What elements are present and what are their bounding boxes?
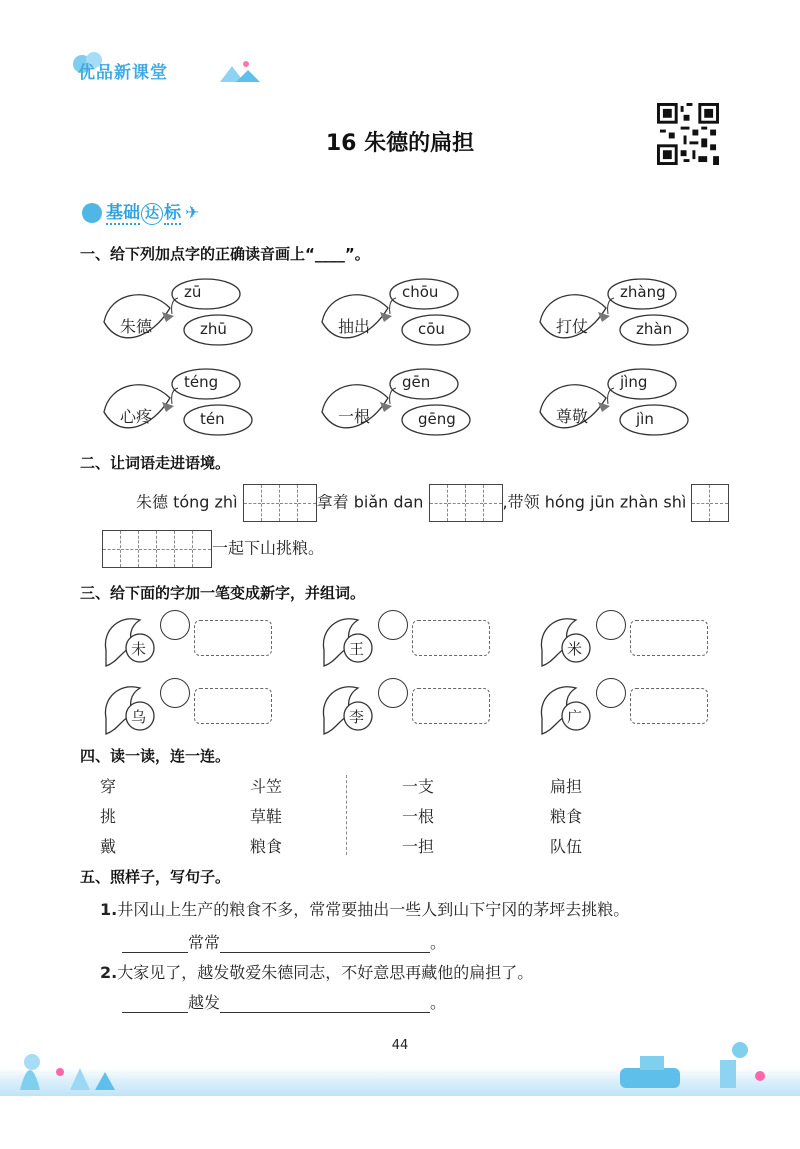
q1-item bbox=[536, 278, 696, 358]
pinyin-option[interactable]: zhū bbox=[200, 320, 227, 338]
word: 朱德 bbox=[120, 317, 153, 336]
match-word[interactable]: 队伍 bbox=[550, 837, 583, 856]
q3-item bbox=[536, 678, 711, 738]
q3-item bbox=[318, 678, 493, 738]
q3-prompt: 三、给下面的字加一笔变成新字，并组词。 bbox=[80, 584, 366, 602]
word: 打仗 bbox=[556, 317, 589, 336]
answer-grid[interactable] bbox=[691, 484, 729, 522]
q2-line1: 朱德 tóng zhì 拿着 biǎn dan ,带领 hóng jūn zhàn shì bbox=[136, 484, 729, 522]
answer-circle[interactable] bbox=[160, 610, 190, 640]
answer-box[interactable] bbox=[412, 620, 490, 656]
footer-scenery-icon bbox=[0, 1020, 800, 1090]
column-divider bbox=[346, 775, 347, 855]
lesson-title: 16 朱德的扁担 bbox=[325, 131, 475, 156]
match-word[interactable]: 斗笠 bbox=[250, 777, 283, 796]
q1-item bbox=[536, 368, 696, 448]
dolphin-icon bbox=[100, 678, 156, 738]
word: 一根 bbox=[338, 407, 371, 426]
match-word[interactable]: 粮食 bbox=[550, 807, 583, 826]
q1-prompt: 一、给下列加点字的正确读音画上“____”。 bbox=[80, 245, 370, 263]
pinyin-option[interactable]: tén bbox=[200, 410, 225, 428]
answer-box[interactable] bbox=[630, 620, 708, 656]
word: 心疼 bbox=[120, 407, 153, 426]
answer-box[interactable] bbox=[630, 688, 708, 724]
match-word[interactable]: 粮食 bbox=[250, 837, 283, 856]
pinyin-option[interactable]: zhàn bbox=[636, 320, 673, 338]
q1-item bbox=[318, 278, 478, 358]
base-char: 未 bbox=[131, 640, 147, 658]
q5-sentence-1: 1.井冈山上生产的粮食不多，常常要抽出一些人到山下宁冈的茅坪去挑粮。 bbox=[100, 900, 630, 919]
pinyin-option[interactable]: gēng bbox=[418, 410, 456, 428]
base-char: 米 bbox=[567, 640, 583, 658]
answer-box[interactable] bbox=[194, 688, 272, 724]
pinyin-option[interactable]: gēn bbox=[402, 373, 431, 391]
match-word[interactable]: 一支 bbox=[402, 777, 435, 796]
word: 抽出 bbox=[338, 317, 371, 336]
q1-item bbox=[318, 368, 478, 448]
q5-answer-1[interactable]: 常常 。 bbox=[122, 930, 446, 953]
match-word[interactable]: 戴 bbox=[100, 837, 117, 856]
dolphin-icon bbox=[100, 610, 156, 670]
answer-circle[interactable] bbox=[596, 678, 626, 708]
answer-circle[interactable] bbox=[378, 610, 408, 640]
q5-prompt: 五、照样子，写句子。 bbox=[80, 868, 231, 886]
match-word[interactable]: 一根 bbox=[402, 807, 435, 826]
q2-prompt: 二、让词语走进语境。 bbox=[80, 454, 231, 472]
dolphin-icon bbox=[536, 678, 592, 738]
q1-item bbox=[100, 278, 260, 358]
answer-grid[interactable] bbox=[429, 484, 503, 522]
pinyin-option[interactable]: téng bbox=[184, 373, 219, 391]
section-badge: 基础 达 标 ✈ bbox=[82, 198, 199, 225]
q3-item bbox=[318, 610, 493, 670]
base-char: 李 bbox=[349, 708, 365, 726]
base-char: 乌 bbox=[131, 708, 147, 726]
answer-grid[interactable] bbox=[102, 530, 212, 568]
page-number: 44 bbox=[391, 1038, 409, 1053]
pinyin-option[interactable]: cōu bbox=[418, 320, 445, 338]
dolphin-icon bbox=[318, 610, 374, 670]
answer-circle[interactable] bbox=[378, 678, 408, 708]
match-word[interactable]: 挑 bbox=[100, 807, 117, 826]
match-word[interactable]: 扁担 bbox=[550, 777, 583, 796]
pinyin-option[interactable]: zū bbox=[184, 283, 202, 301]
paper-plane-icon: ✈ bbox=[185, 203, 200, 223]
match-word[interactable]: 草鞋 bbox=[250, 807, 283, 826]
q2-line2: 一起下山挑粮。 bbox=[102, 530, 324, 568]
q5-answer-2[interactable]: 越发 。 bbox=[122, 990, 446, 1013]
answer-circle[interactable] bbox=[160, 678, 190, 708]
q3-item bbox=[536, 610, 711, 670]
pinyin-option[interactable]: jìng bbox=[620, 373, 648, 391]
pinyin-option[interactable]: zhàng bbox=[620, 283, 666, 301]
q3-item bbox=[100, 610, 275, 670]
brand-title: 优品新课堂 bbox=[78, 63, 168, 83]
q4-prompt: 四、读一读，连一连。 bbox=[80, 747, 231, 765]
answer-circle[interactable] bbox=[596, 610, 626, 640]
answer-box[interactable] bbox=[412, 688, 490, 724]
word: 尊敬 bbox=[556, 407, 589, 426]
pinyin-option[interactable]: chōu bbox=[402, 283, 439, 301]
match-word[interactable]: 穿 bbox=[100, 777, 117, 796]
panda-icon bbox=[82, 203, 102, 223]
pinyin-option[interactable]: jìn bbox=[636, 410, 654, 428]
match-word[interactable]: 一担 bbox=[402, 837, 435, 856]
q3-item bbox=[100, 678, 275, 738]
answer-grid[interactable] bbox=[243, 484, 317, 522]
q5-sentence-2: 2.大家见了，越发敬爱朱德同志，不好意思再藏他的扁担了。 bbox=[100, 963, 534, 982]
q1-item bbox=[100, 368, 260, 448]
base-char: 王 bbox=[349, 640, 365, 658]
dolphin-icon bbox=[318, 678, 374, 738]
answer-box[interactable] bbox=[194, 620, 272, 656]
base-char: 广 bbox=[567, 708, 583, 726]
dolphin-icon bbox=[536, 610, 592, 670]
